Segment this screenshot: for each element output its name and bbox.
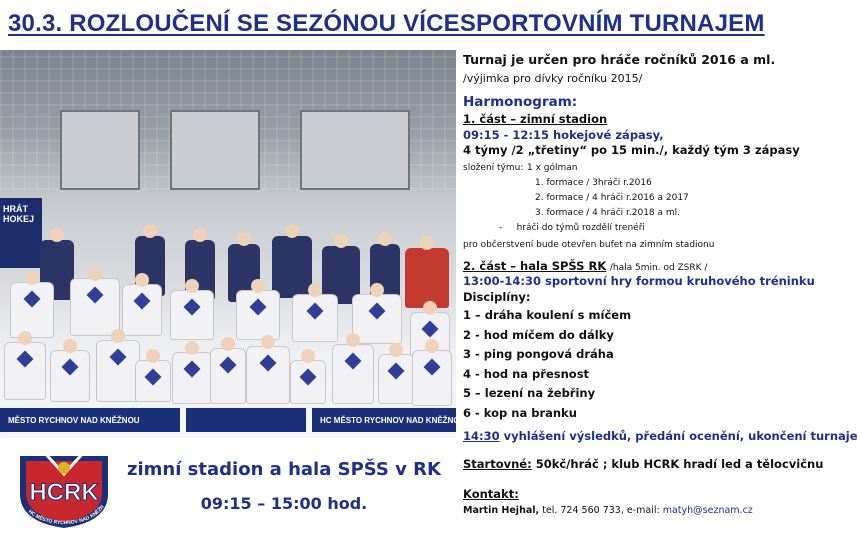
intro-exception: /výjimka pro dívky ročníku 2015/ bbox=[463, 72, 643, 85]
discipline-item: 4 - hod na přesnost bbox=[463, 366, 590, 381]
player-figure bbox=[412, 350, 452, 406]
discipline-item: 1 – dráha koulení s míčem bbox=[463, 308, 632, 322]
arena-window bbox=[300, 110, 410, 190]
player-figure bbox=[96, 340, 140, 402]
closing-time: 14:30 bbox=[463, 429, 500, 443]
part1-title: 1. část – zimní stadion bbox=[463, 112, 608, 126]
part1-teams: 4 týmy /2 „třetiny“ po 15 min./, každý tým 3 zápasy bbox=[463, 143, 800, 157]
player-figure bbox=[122, 284, 162, 336]
discipline-item: 3 - ping pongová dráha bbox=[463, 347, 614, 361]
disciplines-label: Disciplíny: bbox=[463, 290, 531, 304]
buffet-note: pro občerstvení bude otevřen bufet na zimním stadionu bbox=[463, 240, 715, 250]
entry-fee bbox=[463, 457, 824, 471]
intro-line: Turnaj je určen pro hráče ročníků 2016 a ml. bbox=[463, 52, 776, 67]
part1-time: 09:15 - 12:15 hokejové zápasy, bbox=[463, 128, 664, 142]
event-hours: 09:15 – 15:00 hod. bbox=[200, 494, 368, 513]
player-figure bbox=[170, 290, 214, 340]
player-figure bbox=[4, 342, 46, 400]
part2-title: 2. část – hala SPŠS RK bbox=[463, 259, 607, 273]
team-composition bbox=[463, 161, 818, 236]
composition-label: složení týmu: bbox=[463, 163, 524, 173]
part2-header bbox=[463, 259, 818, 273]
contact-phone: tel. 724 560 733, e-mail: bbox=[542, 505, 660, 516]
player-figure bbox=[290, 360, 326, 404]
part2-note: /hala 5min. od ZSRK / bbox=[609, 263, 708, 273]
page-title: 30.3. ROZLOUČENÍ SE SEZÓNOU VÍCESPORTOVNÍM TURNAJEM bbox=[8, 10, 765, 37]
rink-banner: MĚSTO RYCHNOV NAD KNĚŽNOU bbox=[0, 408, 180, 432]
coach-figure bbox=[405, 248, 449, 308]
player-figure bbox=[70, 278, 120, 336]
contact-email-link[interactable]: matyh@seznam.cz bbox=[662, 505, 753, 516]
arena-window bbox=[60, 110, 140, 190]
ice-surface bbox=[0, 432, 456, 438]
player-figure bbox=[50, 350, 90, 402]
player-figure bbox=[332, 344, 374, 404]
composition-item: 3. formace / 4 hráči r.2018 a ml. bbox=[535, 208, 681, 218]
venue-text: zimní stadion a hala SPŠS v RK bbox=[127, 459, 441, 480]
closing-text: vyhlášení výsledků, předání ocenění, ukončení turnaje bbox=[503, 429, 858, 443]
player-figure bbox=[236, 290, 280, 340]
hockey-sign: HRÁT HOKEJ bbox=[0, 198, 42, 268]
schedule-heading: Harmonogram: bbox=[463, 94, 578, 110]
player-figure bbox=[210, 348, 246, 404]
player-figure bbox=[135, 360, 171, 402]
closing-ceremony bbox=[463, 429, 858, 443]
team-photo bbox=[0, 50, 466, 438]
disciplines-list bbox=[463, 306, 818, 423]
arena-window bbox=[170, 110, 260, 190]
logo-ring-text: HC MĚSTO RYCHNOV NAD KNĚŽN bbox=[27, 504, 106, 527]
player-figure bbox=[246, 346, 290, 404]
info-column bbox=[463, 52, 858, 516]
composition-item: 1. formace / 3hráči r.2016 bbox=[535, 178, 652, 188]
part2-time: 13:00-14:30 sportovní hry formou kruhového tréninku bbox=[463, 274, 815, 288]
contact-name: Martin Hejhal, bbox=[463, 505, 540, 516]
coach-figure bbox=[272, 236, 312, 298]
rink-banner-logo bbox=[186, 408, 306, 432]
trainers-note: - hráči do týmů rozdělí trenéři bbox=[499, 223, 645, 233]
fee-label: Startovné: bbox=[463, 457, 532, 471]
contact-label: Kontakt: bbox=[463, 487, 519, 501]
fee-text: 50kč/hráč ; klub HCRK hradí led a tělocvičnu bbox=[535, 457, 824, 471]
rink-banner: HC MĚSTO RYCHNOV NAD KNĚŽNOU bbox=[312, 408, 456, 432]
player-figure bbox=[292, 294, 338, 342]
player-figure bbox=[172, 352, 212, 404]
player-figure bbox=[10, 282, 54, 338]
composition-item: 1 x gólman bbox=[527, 163, 578, 173]
discipline-item: 2 - hod míčem do dálky bbox=[463, 327, 614, 342]
composition-item: 2. formace / 4 hráči r.2016 a 2017 bbox=[535, 193, 689, 203]
contact-line bbox=[463, 505, 818, 516]
discipline-item: 5 – lezení na žebřiny bbox=[463, 386, 596, 400]
trainers-text: hráči do týmů rozdělí trenéři bbox=[516, 223, 645, 233]
hcrk-logo bbox=[12, 446, 116, 530]
discipline-item: 6 - kop na branku bbox=[463, 405, 577, 420]
logo-text: HCRK bbox=[29, 479, 99, 506]
player-figure bbox=[378, 354, 414, 404]
